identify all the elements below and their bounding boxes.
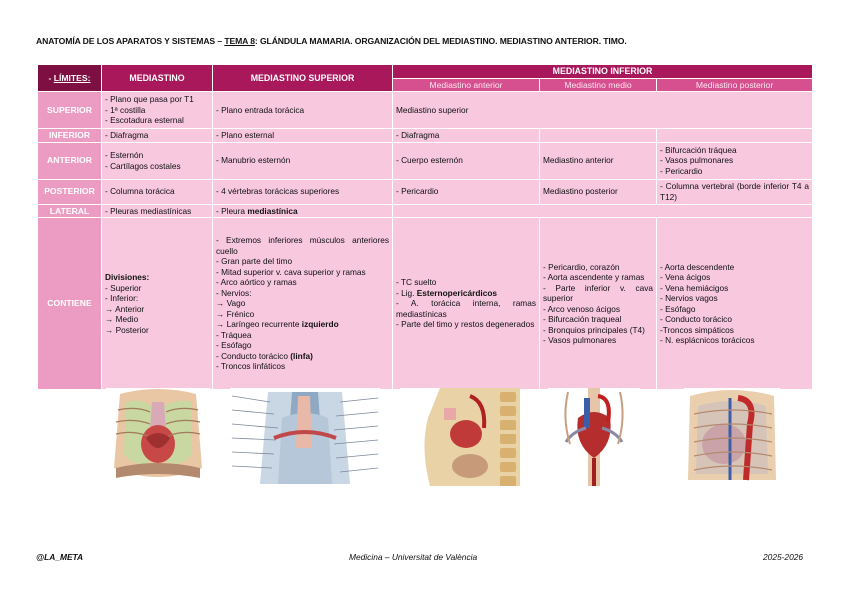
cell-lateral-inf: [393, 204, 813, 218]
row-label-anterior: ANTERIOR: [38, 142, 102, 179]
row-label-lateral: LATERAL: [38, 204, 102, 218]
text-line: - Bifurcación traqueal: [543, 314, 622, 324]
text-line: → Frénico: [216, 308, 255, 319]
text-line: [216, 351, 389, 362]
cell-posterior-ant: - Pericardio: [393, 179, 540, 204]
cell-superior-inf: Mediastino superior: [393, 92, 813, 129]
text-line: [396, 288, 536, 299]
divisiones-heading: Divisiones:: [105, 272, 150, 282]
subheader-anterior: Mediastino anterior: [393, 78, 540, 92]
text-line: -Troncos simpáticos: [660, 324, 734, 335]
cell-superior-mediastino: [102, 92, 213, 129]
title-part-a: ANATOMÍA DE LOS APARATOS Y SISTEMAS –: [36, 36, 225, 46]
text-line: - Nervios vagos: [660, 293, 718, 303]
text-line: → Anterior: [105, 303, 145, 314]
cell-posterior-mediastino: - Columna torácica: [102, 179, 213, 204]
title-topic-number: TEMA 8: [224, 36, 255, 46]
cell-lateral-sup: [213, 204, 393, 218]
text-line: - Arco aórtico y ramas: [216, 277, 297, 288]
cell-inferior-post: [657, 129, 813, 143]
cell-contiene-post: [657, 218, 813, 390]
row-lateral: [38, 204, 813, 218]
corner-prefix: -: [48, 72, 54, 83]
cell-posterior-sup: - 4 vértebras torácicas superiores: [213, 179, 393, 204]
text-line: - Aorta descendente: [660, 261, 735, 272]
text-line: - Nervios:: [216, 287, 252, 298]
text-line: - Superior: [105, 282, 142, 293]
text-line: - TC suelto: [396, 277, 437, 288]
cell-inferior-sup: - Plano esternal: [213, 129, 393, 143]
thorax-anterior-illustration: [106, 388, 210, 486]
header-mediastino-superior: MEDIASTINO SUPERIOR: [213, 65, 393, 92]
text-fragment-bold: (linfa): [290, 350, 313, 361]
text-line: - Troncos linfáticos: [216, 361, 286, 372]
text-line: → Medio: [105, 314, 139, 324]
text-line: → Posterior: [105, 324, 149, 335]
text-line: - Vena hemiácigos: [660, 282, 729, 293]
subheader-posterior: Mediastino posterior: [657, 78, 813, 92]
text-fragment: - Conducto torácico: [216, 350, 291, 361]
text-line: - Escotadura esternal: [105, 115, 184, 126]
text-fragment-bold: izquierdo: [301, 319, 339, 330]
header-mediastino: MEDIASTINO: [102, 65, 213, 92]
row-superior: [38, 92, 813, 129]
text-line: - Pericardio: [660, 165, 703, 176]
text-line: - Mitad superior v. cava superior y ramas: [216, 266, 366, 277]
anatomy-illustrations: [0, 388, 848, 488]
cell-posterior-post: - Columna vertebral (borde inferior T4 a T12): [657, 179, 813, 204]
middle-mediastinum-illustration: [548, 388, 640, 486]
cell-lateral-mediastino: - Pleuras mediastínicas: [102, 204, 213, 218]
text-line: - Parte del timo y restos degenerados: [396, 319, 535, 330]
cell-contiene-mediastino: [102, 218, 213, 390]
text-line: - Parte inferior v. cava superior: [543, 282, 653, 303]
text-line: - Bifurcación tráquea: [660, 144, 737, 155]
text-line: - Conducto torácico: [660, 314, 732, 324]
cell-contiene-med: [540, 218, 657, 390]
row-posterior: [38, 179, 813, 204]
text-line: - Gran parte del timo: [216, 256, 293, 267]
footer-author: @LA_META: [36, 552, 84, 562]
text-fragment-bold: mediastínica: [247, 205, 298, 216]
text-line: - A. torácica interna, ramas mediastínicas: [396, 298, 536, 319]
row-inferior: [38, 129, 813, 143]
text-line: - Vena ácigos: [660, 272, 711, 282]
corner-label: LÍMITES:: [53, 72, 91, 83]
text-line: → Vago: [216, 298, 246, 309]
cell-inferior-ant: - Diafragma: [393, 129, 540, 143]
row-label-contiene: CONTIENE: [38, 218, 102, 390]
row-anterior: [38, 142, 813, 179]
text-line: - Bronquios principales (T4): [543, 324, 645, 335]
superior-mediastinum-illustration: [230, 388, 380, 486]
text-fragment: - Lig.: [396, 287, 417, 298]
text-line: - Inferior:: [105, 293, 139, 303]
cell-posterior-med: Mediastino posterior: [540, 179, 657, 204]
cell-anterior-post: [657, 142, 813, 179]
cell-superior-sup: - Plano entrada torácica: [213, 92, 393, 129]
row-label-inferior: INFERIOR: [38, 129, 102, 143]
text-line: - Cartílagos costales: [105, 160, 181, 171]
cell-anterior-ant: - Cuerpo esternón: [393, 142, 540, 179]
cell-contiene-sup: [213, 218, 393, 390]
text-line: - Plano que pasa por T1: [105, 94, 194, 105]
title-part-c: : GLÁNDULA MAMARIA. ORGANIZACIÓN DEL MEDIASTINO. MEDIASTINO ANTERIOR. TIMO.: [254, 36, 627, 46]
header-mediastino-inferior: MEDIASTINO INFERIOR: [393, 65, 813, 79]
cell-anterior-med: Mediastino anterior: [540, 142, 657, 179]
posterior-mediastinum-illustration: [684, 388, 780, 486]
text-line: - Esternón: [105, 150, 144, 160]
cell-inferior-mediastino: - Diafragma: [102, 129, 213, 143]
text-line: - Esófago: [216, 340, 252, 351]
subheader-medio: Mediastino medio: [540, 78, 657, 92]
text-line: - Vasos pulmonares: [660, 155, 734, 166]
mediastinum-table: [37, 64, 813, 390]
row-label-posterior: POSTERIOR: [38, 179, 102, 204]
text-fragment-bold: Esternopericárdicos: [416, 287, 497, 298]
cell-anterior-sup: - Manubrio esternón: [213, 142, 393, 179]
text-line: - Aorta ascendente y ramas: [543, 272, 645, 282]
cell-contiene-ant: [393, 218, 540, 390]
sagittal-section-illustration: [400, 388, 520, 486]
text-line: - Vasos pulmonares: [543, 335, 617, 345]
footer-institution: Medicina – Universitat de València: [349, 552, 478, 562]
cell-anterior-mediastino: [102, 142, 213, 179]
text-line: - Esófago: [660, 303, 696, 314]
text-fragment: - Pleura: [216, 205, 248, 216]
page-title: [36, 36, 816, 46]
row-contiene: [38, 218, 813, 390]
footer-year: 2025-2026: [763, 552, 804, 562]
text-line: [216, 319, 389, 330]
text-line: - 1ª costilla: [105, 104, 146, 115]
text-line: - N. esplácnicos torácicos: [660, 335, 755, 345]
text-line: - Extremos inferiores músculos anteriores cuello: [216, 235, 389, 256]
text-line: - Tráquea: [216, 329, 252, 340]
cell-inferior-med: [540, 129, 657, 143]
text-line: - Pericardio, corazón: [543, 261, 620, 272]
text-fragment: → Laríngeo recurrente: [216, 319, 302, 330]
corner-header: [38, 65, 102, 92]
row-label-superior: SUPERIOR: [38, 92, 102, 129]
text-line: - Arco venoso ácigos: [543, 303, 621, 314]
